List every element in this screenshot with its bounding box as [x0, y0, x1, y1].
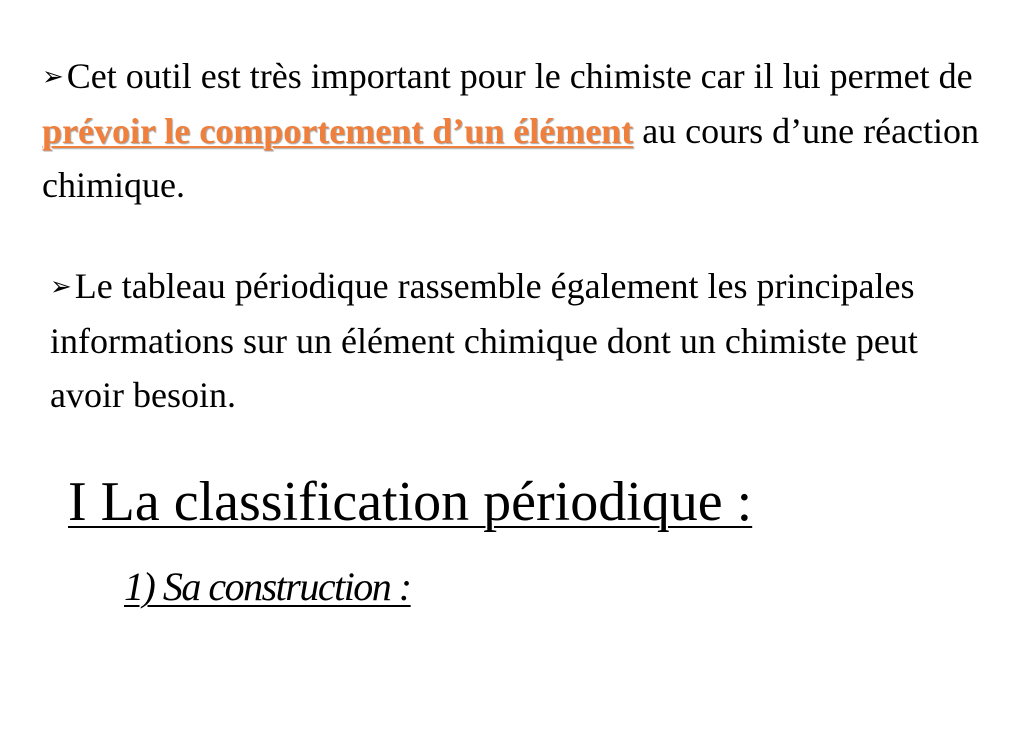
paragraph-text: Le tableau périodique rassemble également les principales informations sur un élément chimique dont un chimiste peut avoir besoin.	[50, 266, 918, 415]
paragraph-text-before: Cet outil est très important pour le chimiste car il lui permet de	[66, 56, 973, 96]
bullet-paragraph-importance	[42, 49, 982, 212]
paragraph-text-after: au cours d’une réaction chimique.	[42, 111, 980, 205]
highlighted-phrase: prévoir le comportement d’un élément	[42, 111, 634, 151]
section-heading: I La classification périodique :	[68, 471, 753, 533]
right-arrowhead-icon: ➢	[50, 272, 72, 302]
right-arrowhead-icon: ➢	[42, 62, 64, 92]
bullet-paragraph-information	[50, 259, 990, 422]
subsection-heading: 1) Sa construction :	[124, 564, 411, 609]
